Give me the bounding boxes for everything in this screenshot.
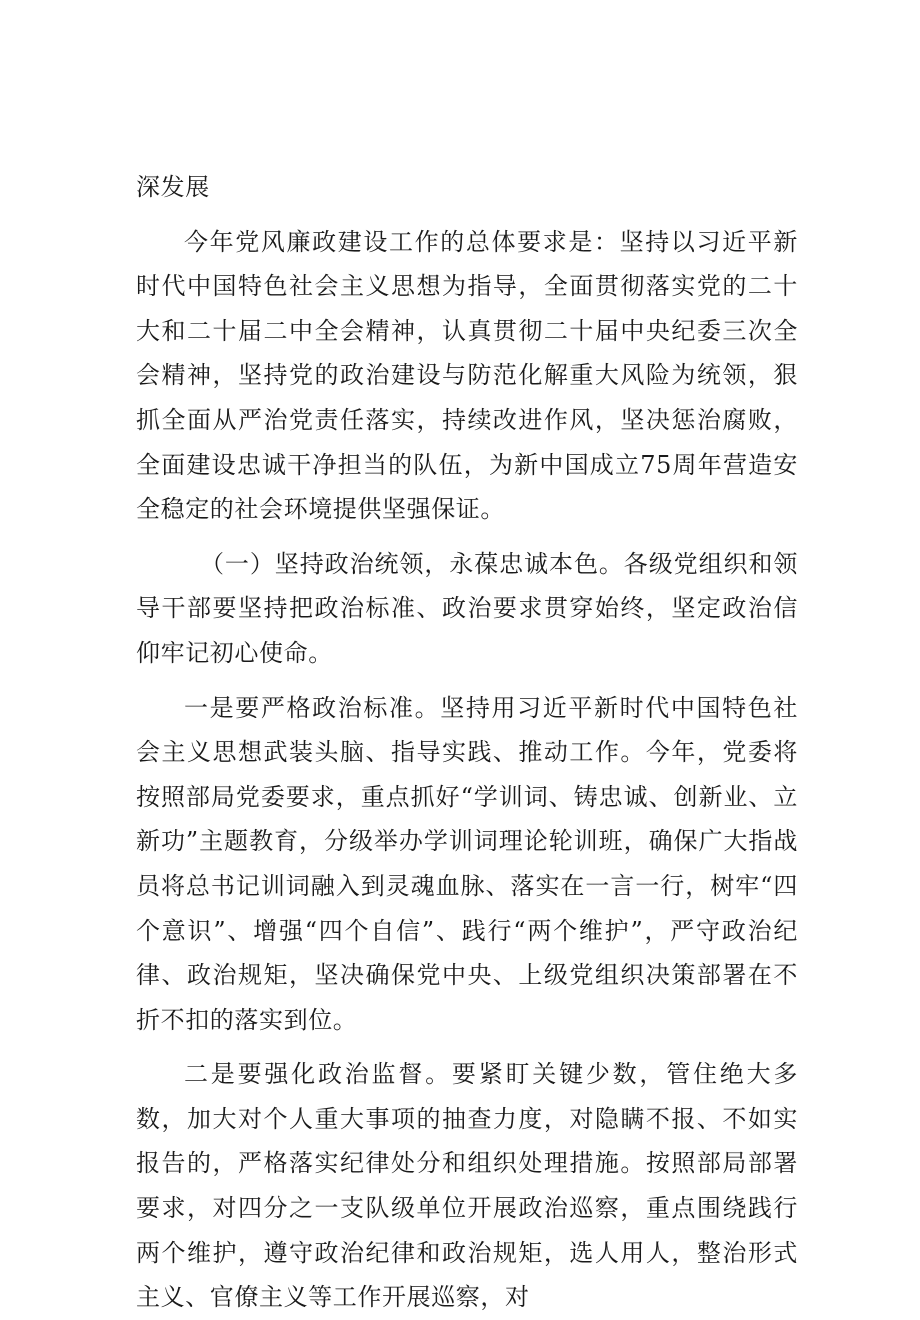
paragraph-political-standards: 一是要严格政治标准。坚持用习近平新时代中国特色社会主义思想武装头脑、指导实践、推动工作。今年，党委将按照部局党委要求，重点抓好“学训词、铸忠诚、创新业、立新功”主题教育，分级举办学训词理论轮训班，确保广大指战员将总书记训词融入到灵魂血脉、落实在一言一行，树牢“四个意识”、增强“四个自信”、践行“两个维护”，严守政治纪律、政治规矩，坚决确保党中央、上级党组织决策部署在不折不扣的落实到位。 (136, 693, 798, 1034)
paragraph-continuation: 深发展 (136, 173, 210, 201)
paragraph-political-supervision: 二是要强化政治监督。要紧盯关键少数，管住绝大多数，加大对个人重大事项的抽查力度，对隐瞒不报、不如实报告的，严格落实纪律处分和组织处理措施。按照部局部署要求，对四分之一支队级单位开展政治巡察，重点围绕践行两个维护，遵守政治纪律和政治规矩，选人用人，整治形式主义、官僚主义等工作开展巡察，对 (136, 1060, 798, 1312)
paragraph-general-requirements: 今年党风廉政建设工作的总体要求是：坚持以习近平新时代中国特色社会主义思想为指导，全面贯彻落实党的二十大和二十届二中全会精神，认真贯彻二十届中央纪委三次全会精神，坚持党的政治建设与防范化解重大风险为统领，狠抓全面从严治党责任落实，持续改进作风，坚决惩治腐败，全面建设忠诚干净担当的队伍，为新中国成立75周年营造安全稳定的社会环境提供坚强保证。 (136, 227, 798, 524)
paragraph-section-heading: （一）坚持政治统领，永葆忠诚本色。各级党组织和领导干部要坚持把政治标准、政治要求贯穿始终，坚定政治信仰牢记初心使命。 (136, 549, 798, 667)
document-body (136, 165, 798, 1320)
